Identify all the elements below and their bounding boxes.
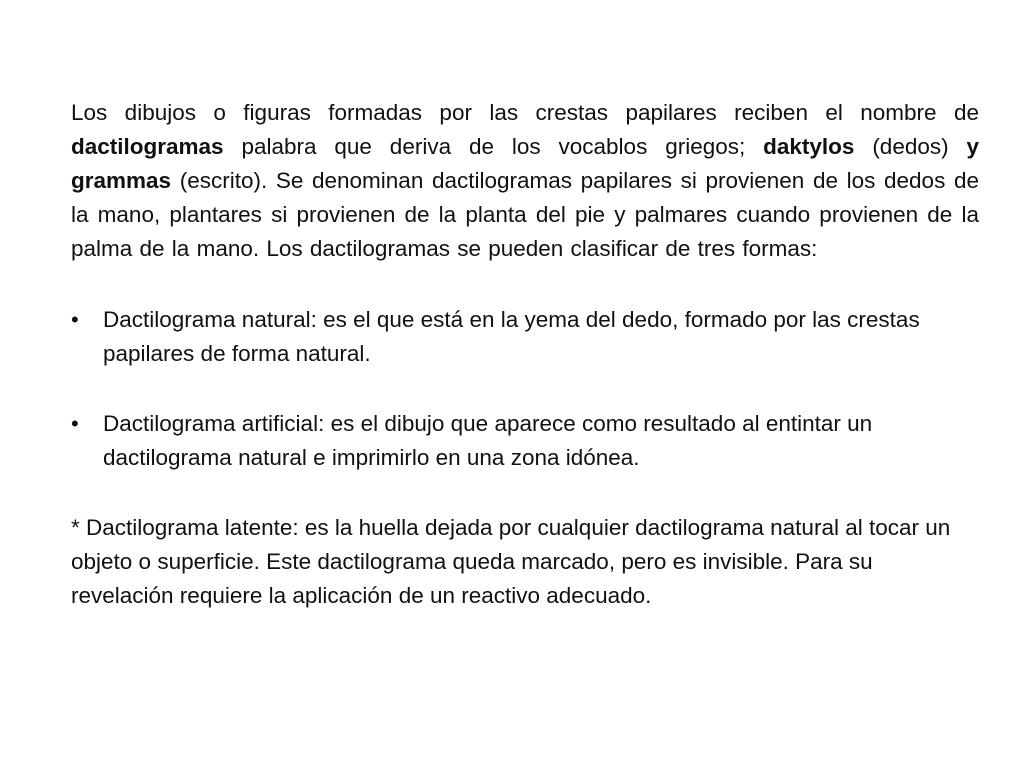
intro-text-1: Los dibujos o figuras formadas por las crestas papilares reciben el nombre de [71, 100, 979, 125]
bullet-icon: • [71, 307, 79, 332]
intro-paragraph [71, 96, 979, 266]
intro-bold-daktylos: daktylos [763, 134, 855, 159]
bullet-item-artificial [71, 407, 983, 475]
intro-bold-dactilogramas: dactilogramas [71, 134, 224, 159]
bullet-text-natural: Dactilograma natural: es el que está en la yema del dedo, formado por las crestas papilares de forma natural. [103, 307, 920, 366]
bullet-text-artificial: Dactilograma artificial: es el dibujo que aparece como resultado al entintar un dactilograma natural e imprimirlo en una zona idónea. [103, 411, 873, 470]
intro-text-3: (dedos) [854, 134, 967, 159]
slide-content [71, 96, 979, 613]
latent-note: * Dactilograma latente: es la huella dejada por cualquier dactilograma natural al tocar un objeto o superficie. Este dactilograma queda marcado, pero es invisible. Para su revelación requiere la aplicación de un reactivo adecuado. [71, 515, 951, 608]
bullet-list [71, 303, 979, 475]
intro-text-4: (escrito). Se denominan dactilogramas papilares si provienen de los dedos de la mano, plantares si provienen de la planta del pie y palmares cuando provienen de la palma de la mano. Los dactilogramas se pueden clasificar de tres formas: [71, 168, 979, 261]
bullet-icon: • [71, 411, 79, 436]
intro-bold-grammas: y grammas [71, 134, 980, 193]
bullet-item-natural [71, 303, 983, 371]
intro-text-2: palabra que deriva de los vocablos griegos; [223, 134, 764, 159]
